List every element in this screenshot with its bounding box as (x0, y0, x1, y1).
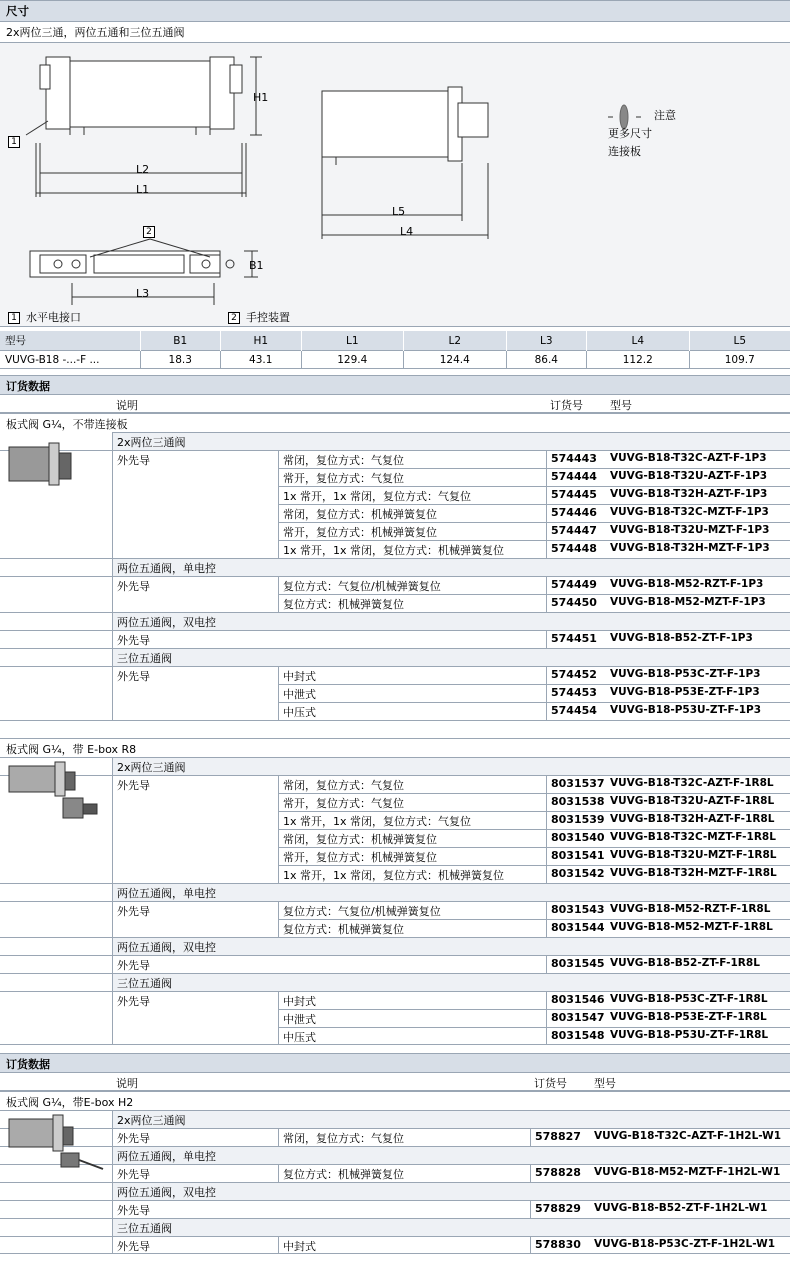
category-row: 两位五通阀，双电控 (112, 613, 790, 630)
label-l1: L1 (136, 183, 150, 196)
dimension-drawing (0, 43, 790, 305)
dimension-table (0, 331, 790, 369)
note-box (608, 107, 676, 161)
note-title: 注意 (654, 109, 676, 122)
category-row: 两位五通阀，单电控 (112, 1147, 790, 1164)
legend-row (0, 305, 790, 327)
label-l2: L2 (136, 163, 150, 176)
dimensions-section-title: 尺寸 (0, 0, 790, 21)
callout-1-top: 1 (8, 135, 26, 148)
category-row: 两位五通阀，双电控 (112, 938, 790, 955)
order-block-ebox-r8: 板式阀 G¼，带 E-box R8 2x两位三通阀 外先导 常闭，复位方式：气复位 8031537 VUVG-B18-T32C-AZT-F-1R8L 常开，复位方式：气复位 8031538 VUVG-B18-T32U-AZT-F-1R8L 1x 常开，1x 常闭，复位方式：气复位 8031539 VUVG-B18-T32H-AZT-F-1R8L 常闭，复位方式：机械弹簧复位 8031540 VUVG-B18-T32C-MZT-F-1R8L 常开，复位方式：机械弹簧复位 8031541 VUVG-B18-T32U-MZT-F-1R8L 1x 常开，1x 常闭，复位方式：机械弹簧复位 8031542 VUVG-B18-T32H-MZT-F-1R8L 两位五通阀，单电控 外先导 复位方式：气复位/机械弹簧复位 8031543 VUVG-B18-M52-RZT-F-1R8L 复位方式：机械弹簧复位 8031544 VUVG-B18-M52-MZT-F-1R8L 两位五通阀，双电控 外先导 8031545 VUVG-B18-B52-ZT-F-1R8L 三位五通阀 外先导 中封式 8031546 VUVG-B18-P53C-ZT-F-1R8L 中泄式 8031547 VUVG-B18-P53E-ZT-F-1R8L 中压式 8031548 VUVG-B18-P53U-ZT-F-1R8L (0, 738, 790, 1045)
label-h1: H1 (253, 91, 269, 104)
valve-h2-image-icon (5, 1113, 105, 1173)
order-column-headers: 说明 订货号 型号 (0, 394, 790, 413)
order-block-ebox-h2: 板式阀 G¼，带E-box H2 2x两位三通阀 外先导 常闭，复位方式：气复位 578827 VUVG-B18-T32C-AZT-F-1H2L-W1 两位五通阀，单电控 外先导 复位方式：机械弹簧复位 578828 VUVG-B18-M52-MZT-F-1H2L-W1 两位五通阀，双电控 外先导 578829 VUVG-B18-B52-ZT-F-1H2L-W1 三位五通阀 外先导 中封式 578830 VUVG-B18-P53C-ZT-F-1H2L-W1 (0, 1091, 790, 1254)
label-l3: L3 (136, 287, 150, 300)
block-title: 板式阀 G¼，带 E-box R8 (0, 738, 790, 757)
category-row: 2x两位三通阀 (112, 432, 790, 450)
callout-2-top: 2 (143, 225, 161, 238)
block-title: 板式阀 G¼，不带连接板 (0, 413, 790, 432)
category-row: 三位五通阀 (112, 649, 790, 666)
category-row: 2x两位三通阀 (112, 1111, 790, 1128)
valve-ebox-image-icon (5, 760, 105, 824)
legend-item-1: 1 水平电接口 (8, 309, 188, 322)
order-data-title: 订货数据 (0, 375, 790, 394)
category-row: 三位五通阀 (112, 1219, 790, 1236)
valve-dimension-diagram (0, 43, 790, 305)
dimensions-subtitle: 2x两位三通，两位五通和三位五通阀 (0, 21, 790, 43)
order-block-no-plate: 板式阀 G¼，不带连接板 2x两位三通阀 外先导 常闭，复位方式：气复位 574443 VUVG-B18-T32C-AZT-F-1P3 常开，复位方式：气复位 574444 VUVG-B18-T32U-AZT-F-1P3 1x 常开，1x 常闭，复位方式：气复位 574445 VUVG-B18-T32H-AZT-F-1P3 常闭，复位方式：机械弹簧复位 574446 VUVG-B18-T32C-MZT-F-1P3 常开，复位方式：机械弹簧复位 574447 VUVG-B18-T32U-MZT-F-1P3 1x 常开，1x 常闭，复位方式：机械弹簧复位 574448 VUVG-B18-T32H-MZT-F-1P3 两位五通阀，单电控 外先导 复位方式：气复位/机械弹簧复位 574449 VUVG-B18-M52-RZT-F-1P3 复位方式：机械弹簧复位 574450 VUVG-B18-M52-MZT-F-1P3 两位五通阀，双电控 外先导 574451 VUVG-B18-B52-ZT-F-1P3 三位五通阀 外先导 中封式 574452 VUVG-B18-P53C-ZT-F-1P3 中泄式 574453 VUVG-B18-P53E-ZT-F-1P3 中压式 574454 VUVG-B18-P53U-ZT-F-1P3 (0, 413, 790, 738)
note-line2: 连接板 (608, 145, 641, 158)
category-row: 两位五通阀，双电控 (112, 1183, 790, 1200)
valve-image-icon (5, 439, 77, 487)
dimension-table-header: 型号 B1 H1 L1 L2 L3 L4 L5 (0, 331, 790, 351)
label-l4: L4 (400, 225, 414, 238)
label-b1: B1 (249, 259, 264, 272)
dimension-table-row: VUVG-B18 -...-F ... 18.3 43.1 129.4 124.4 86.4 112.2 109.7 (0, 351, 790, 369)
block-title: 板式阀 G¼，带E-box H2 (0, 1091, 790, 1110)
group-2x32-rows: 外先导 常闭，复位方式：气复位 574443 VUVG-B18-T32C-AZT-F-1P3 常开，复位方式：气复位 574444 VUVG-B18-T32U-AZT-F-1P3 1x 常开，1x 常闭，复位方式：气复位 574445 VUVG-B18-T32H-AZT-F-1P3 常闭，复位方式：机械弹簧复位 574446 VUVG-B18-T32C-MZT-F-1P3 常开，复位方式：机械弹簧复位 574447 VUVG-B18-T32U-MZT-F-1P3 1x 常开，1x 常闭，复位方式：机械弹簧复位 574448 VUVG-B18-T32H-MZT-F-1P3 (0, 450, 790, 558)
label-l5: L5 (392, 205, 406, 218)
order-data-title-2: 订货数据 (0, 1053, 790, 1072)
category-row: 两位五通阀，单电控 (112, 884, 790, 901)
category-row: 2x两位三通阀 (112, 758, 790, 775)
category-row: 三位五通阀 (112, 974, 790, 991)
category-row: 两位五通阀，单电控 (112, 559, 790, 576)
legend-item-2: 2 手控装置 (228, 309, 290, 322)
note-line1: 更多尺寸 (608, 127, 652, 140)
order-column-headers-2: 说明 订货号 型号 (0, 1072, 790, 1091)
